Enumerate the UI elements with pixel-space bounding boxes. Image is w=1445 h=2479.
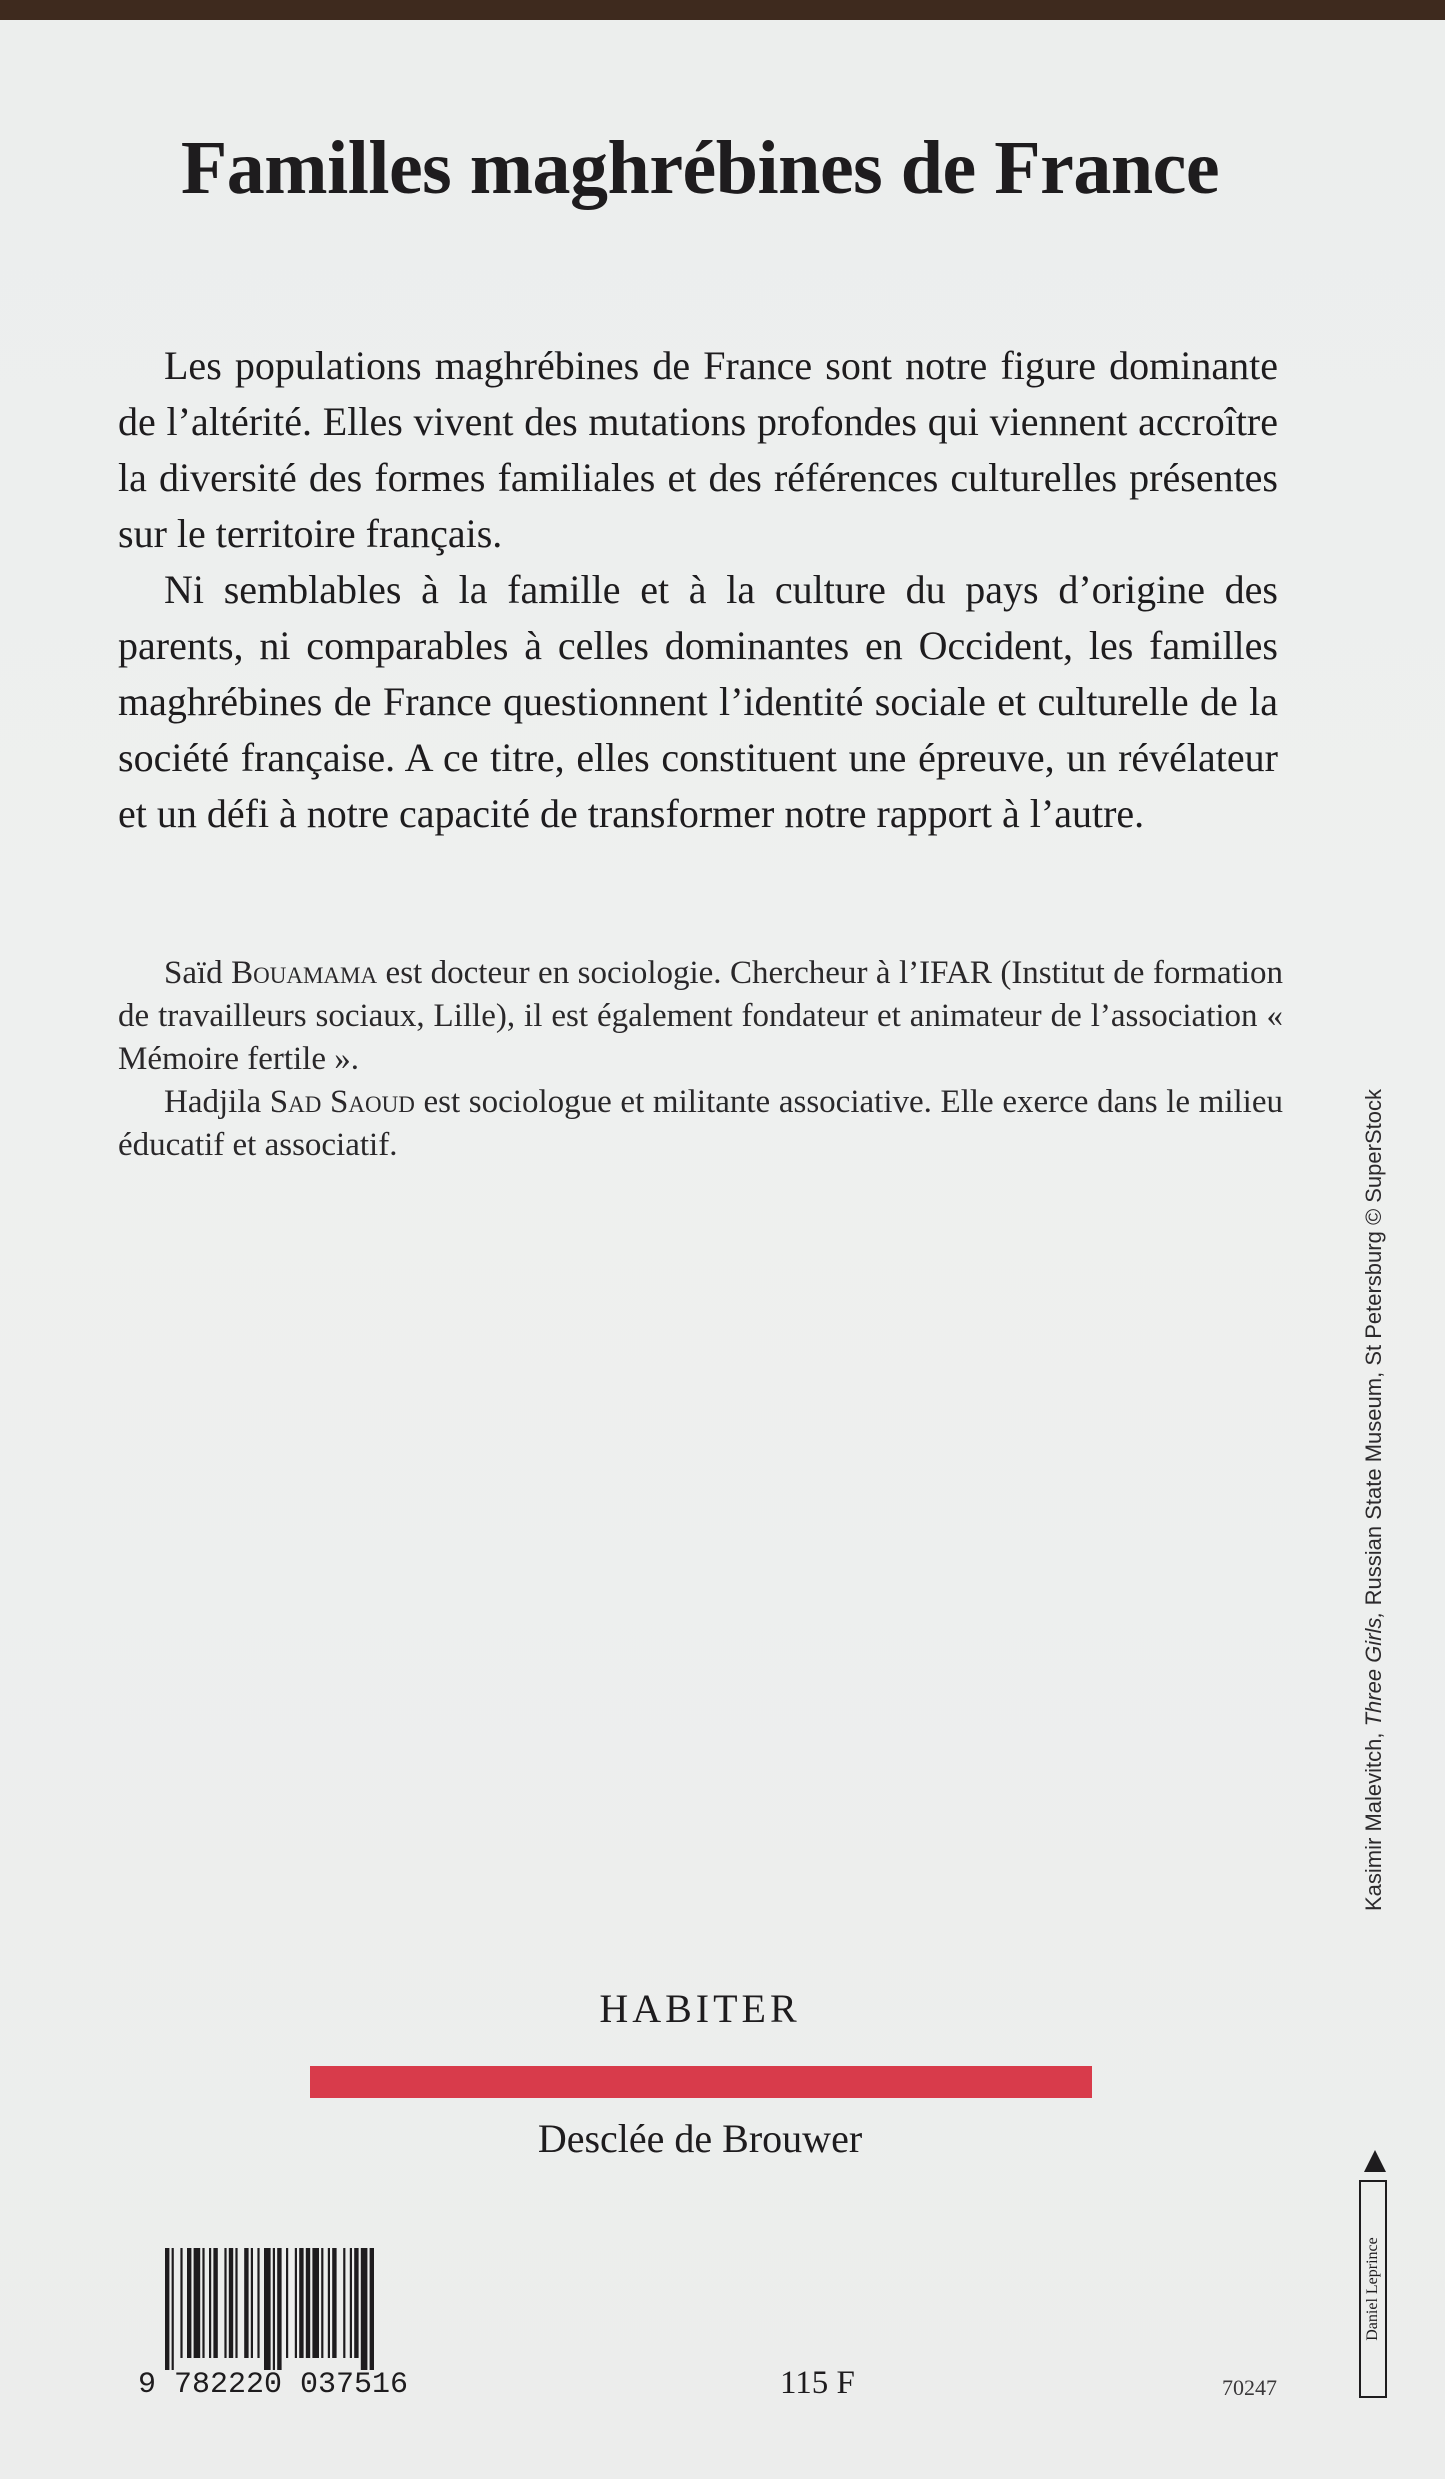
author-2-last-name: Sad Saoud xyxy=(269,1084,415,1120)
blurb-paragraph-2: Ni semblables à la famille et à la culture du pays d’origine des parents, ni comparables à celles dominantes en Occident, les familles maghrébines de France questionnent l’identité sociale et culturelle de la société française. A ce titre, elles constituent une épreuve, un révélateur et un défi à notre capacité de transformer notre rapport à l’autre. xyxy=(118,567,1278,836)
printer-logo-text: Daniel Leprince xyxy=(1364,2237,1381,2341)
author-2-first-name: Hadjila xyxy=(164,1084,262,1120)
barcode-bar xyxy=(235,2248,237,2358)
author-1-first-name: Saïd xyxy=(164,955,223,991)
barcode-bar xyxy=(229,2248,233,2358)
author-1-text: est docteur en sociologie. Chercheur à l’IFAR (Institut de formation de travailleurs sociaux, Lille), il est également fondateur et animateur de l’association « Mémoire fertile ». xyxy=(118,955,1284,1077)
book-title: Familles maghrébines de France xyxy=(180,126,1220,210)
series-red-bar xyxy=(310,2066,1092,2098)
barcode-bar xyxy=(202,2248,204,2358)
barcode-bar xyxy=(209,2248,211,2358)
barcode-bar xyxy=(295,2248,297,2358)
series-name: HABITER xyxy=(599,1986,801,2031)
credit-work: Three Girls, xyxy=(1361,1611,1386,1727)
barcode-digits: 9 782220 037516 xyxy=(138,2368,409,2402)
barcode-bar xyxy=(354,2248,358,2358)
book-back-cover xyxy=(0,20,1445,2479)
barcode-bar xyxy=(172,2248,174,2370)
barcode-bar xyxy=(286,2248,288,2358)
author-1-last-name: Bouamama xyxy=(231,955,378,991)
barcode-bar xyxy=(343,2248,345,2358)
blurb-paragraph-1: Les populations maghrébines de France sont notre figure dominante de l’altérité. Elles vivent des mutations profondes qui viennent accroître la diversité des formes familiales et des références culturelles présentes sur le territoire français. xyxy=(118,343,1278,556)
author-bio-2 xyxy=(118,1081,1283,1167)
barcode-bar xyxy=(306,2248,310,2358)
author-bios xyxy=(118,952,1283,1167)
credit-rest: Russian State Museum, St Petersburg © SuperStock xyxy=(1361,1089,1386,1606)
barcode-bar xyxy=(187,2248,191,2358)
barcode-bar xyxy=(370,2248,374,2370)
price: 115 F xyxy=(780,2365,855,2401)
barcode-bar xyxy=(194,2248,201,2358)
printer-logo xyxy=(1359,2150,1391,2402)
barcode-bar xyxy=(165,2248,169,2370)
barcode-bar xyxy=(332,2248,336,2358)
barcode-bar xyxy=(321,2248,323,2358)
author-2-text: est sociologue et militante associative. Elle exerce dans le milieu éducatif et associatif. xyxy=(118,1084,1284,1163)
barcode-bar xyxy=(273,2248,275,2370)
blurb xyxy=(118,338,1278,842)
barcode-bar xyxy=(251,2248,253,2358)
printer-logo-triangle-icon xyxy=(1364,2150,1386,2172)
publisher-name: Desclée de Brouwer xyxy=(537,2116,863,2161)
barcode-bar xyxy=(328,2248,330,2358)
barcode xyxy=(163,2248,433,2370)
barcode-bar xyxy=(361,2248,368,2370)
author-bio-1 xyxy=(118,952,1283,1081)
barcode-bar xyxy=(264,2248,271,2370)
barcode-bar xyxy=(180,2248,182,2358)
barcode-bar xyxy=(299,2248,303,2358)
barcode-bar xyxy=(257,2248,259,2358)
catalog-code: 70247 xyxy=(1222,2375,1277,2400)
barcode-bar xyxy=(312,2248,319,2358)
barcode-bar xyxy=(213,2248,217,2358)
credit-artist: Kasimir Malevitch, xyxy=(1361,1732,1386,1911)
cover-image-credit xyxy=(1361,1089,1387,1911)
barcode-bar xyxy=(244,2248,248,2358)
barcode-bar xyxy=(224,2248,226,2358)
barcode-bar xyxy=(350,2248,352,2358)
barcode-bar xyxy=(277,2248,281,2370)
